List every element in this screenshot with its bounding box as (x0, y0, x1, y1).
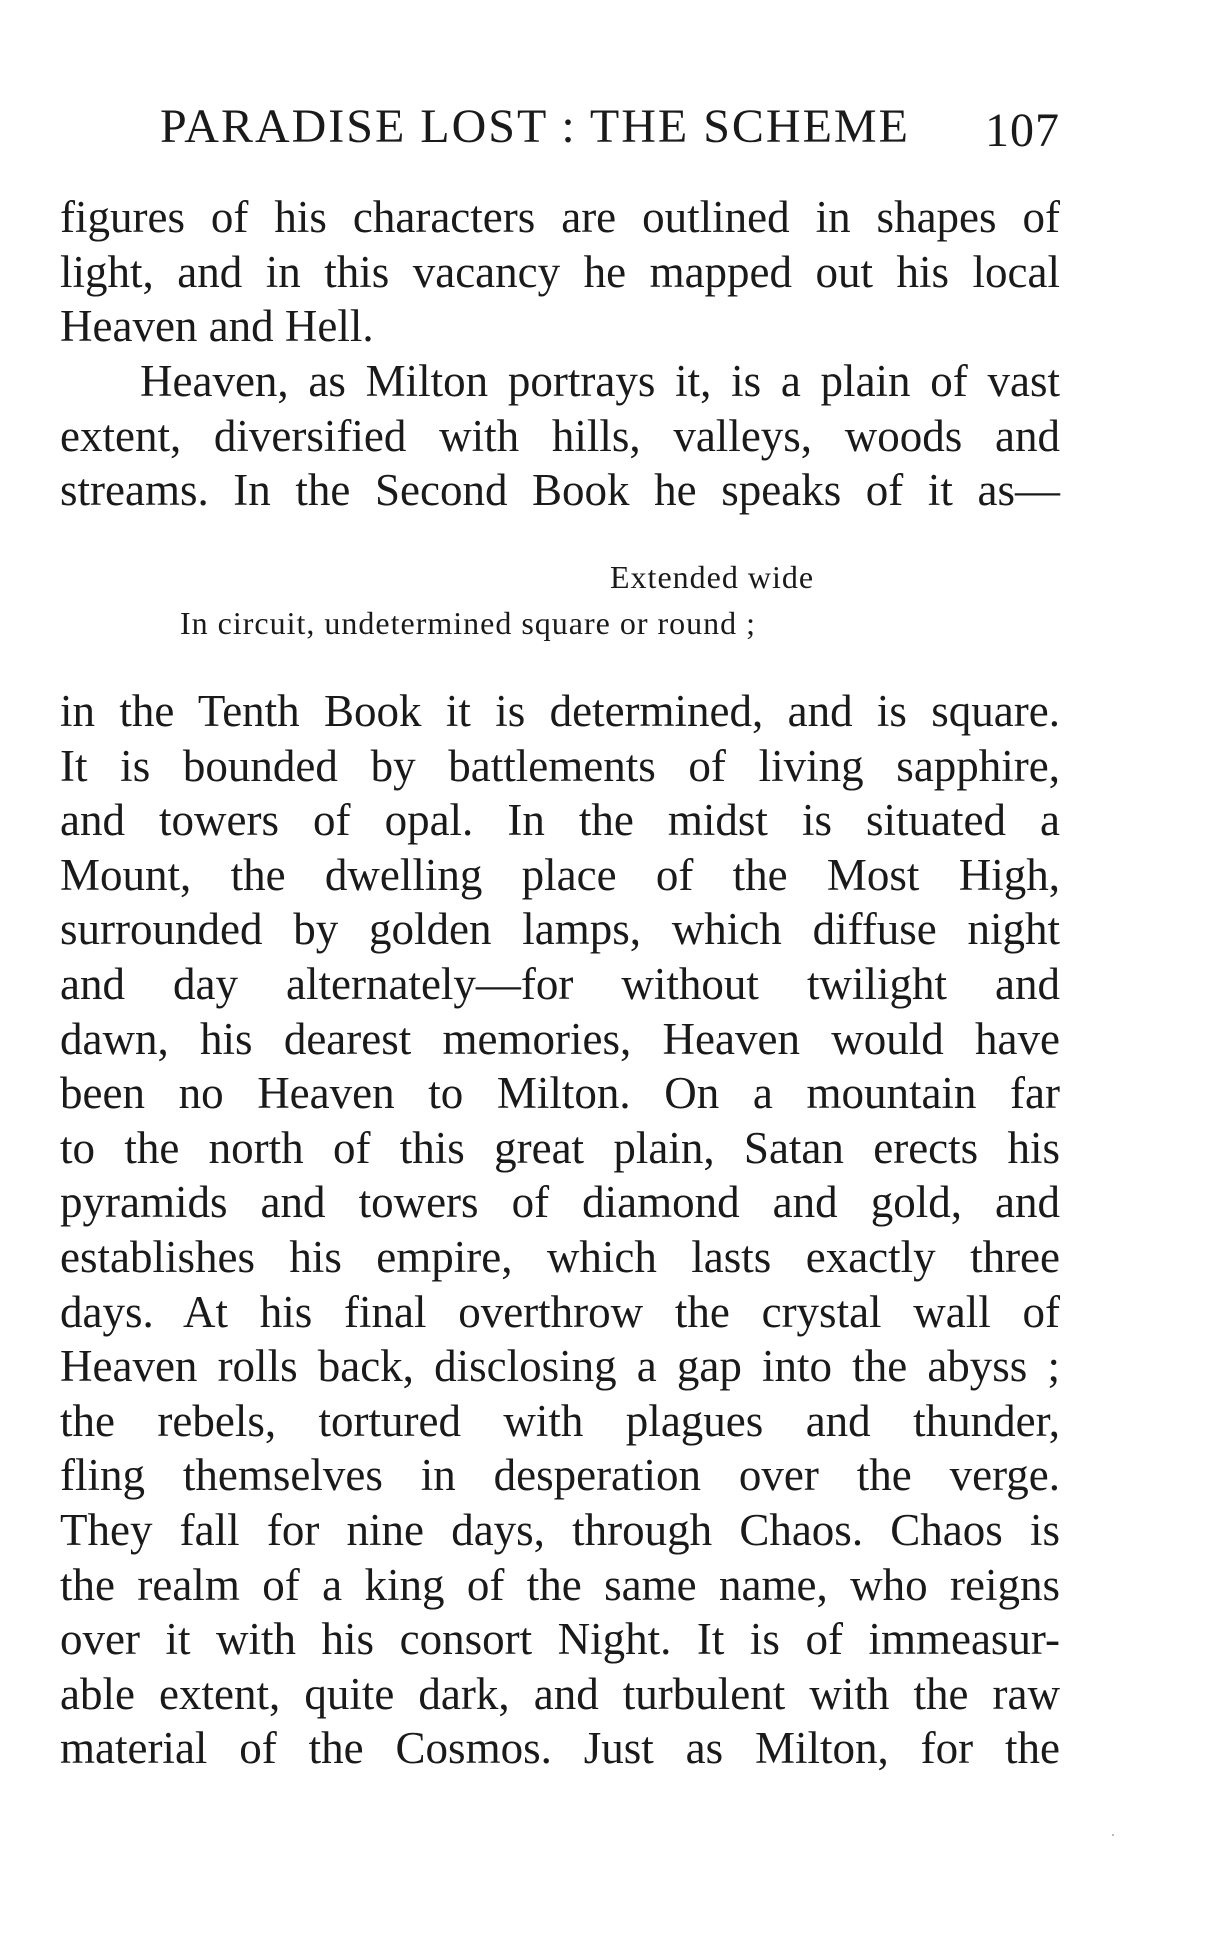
text-line: able extent, quite dark, and turbulent with the raw (60, 1668, 1060, 1719)
text-line: days. At his final overthrow the crystal wall of (60, 1286, 1060, 1337)
text-line: establishes his empire, which lasts exactly three (60, 1231, 1060, 1282)
text-line: the realm of a king of the same name, who reigns (60, 1559, 1060, 1610)
text-line: figures of his characters are outlined in shapes of (60, 192, 1060, 242)
text-line: extent, diversified with hills, valleys, woods and (60, 410, 1060, 461)
text-line: to the north of this great plain, Satan erects his (60, 1122, 1060, 1173)
text-line: fling themselves in desperation over the verge. (60, 1450, 1060, 1501)
text-line: been no Heaven to Milton. On a mountain far (60, 1068, 1060, 1119)
text-line: material of the Cosmos. Just as Milton, for the (60, 1723, 1060, 1774)
running-head-title: PARADISE LOST : THE SCHEME (160, 100, 910, 153)
verse-quotation (180, 554, 900, 646)
text-line: Mount, the dwelling place of the Most High, (60, 849, 1060, 900)
text-line: the rebels, tortured with plagues and thunder, (60, 1395, 1060, 1446)
paragraph-2 (60, 354, 1060, 518)
text-line: light, and in this vacancy he mapped out his local (60, 246, 1060, 297)
quotation-line-1: Extended wide (610, 559, 815, 595)
text-line: over it with his consort Night. It is of immeasur- (60, 1614, 1060, 1665)
running-head (160, 92, 1060, 162)
text-line: Heaven, as Milton portrays it, is a plain of vast (140, 356, 1060, 406)
text-line: and day alternately—for without twilight and (60, 958, 1060, 1009)
paper-speck (1112, 1834, 1114, 1836)
text-line: surrounded by golden lamps, which diffuse night (60, 904, 1060, 955)
text-line: pyramids and towers of diamond and gold, and (60, 1177, 1060, 1228)
page-number: 107 (985, 104, 1060, 157)
text-line: in the Tenth Book it is determined, and is square. (60, 686, 1060, 736)
text-line: Heaven rolls back, disclosing a gap into the abyss ; (60, 1341, 1060, 1392)
text-line: They fall for nine days, through Chaos. Chaos is (60, 1504, 1060, 1555)
text-line: and towers of opal. In the midst is situated a (60, 795, 1060, 846)
text-line: dawn, his dearest memories, Heaven would have (60, 1013, 1060, 1064)
text-line: Heaven and Hell. (60, 301, 374, 352)
paragraph-1 (60, 190, 1060, 354)
paragraph-3 (60, 684, 1060, 1776)
text-line: streams. In the Second Book he speaks of it as— (60, 465, 1060, 516)
quotation-line-2: In circuit, undetermined square or round ; (180, 605, 757, 641)
text-line: It is bounded by battlements of living sapphire, (60, 740, 1060, 791)
